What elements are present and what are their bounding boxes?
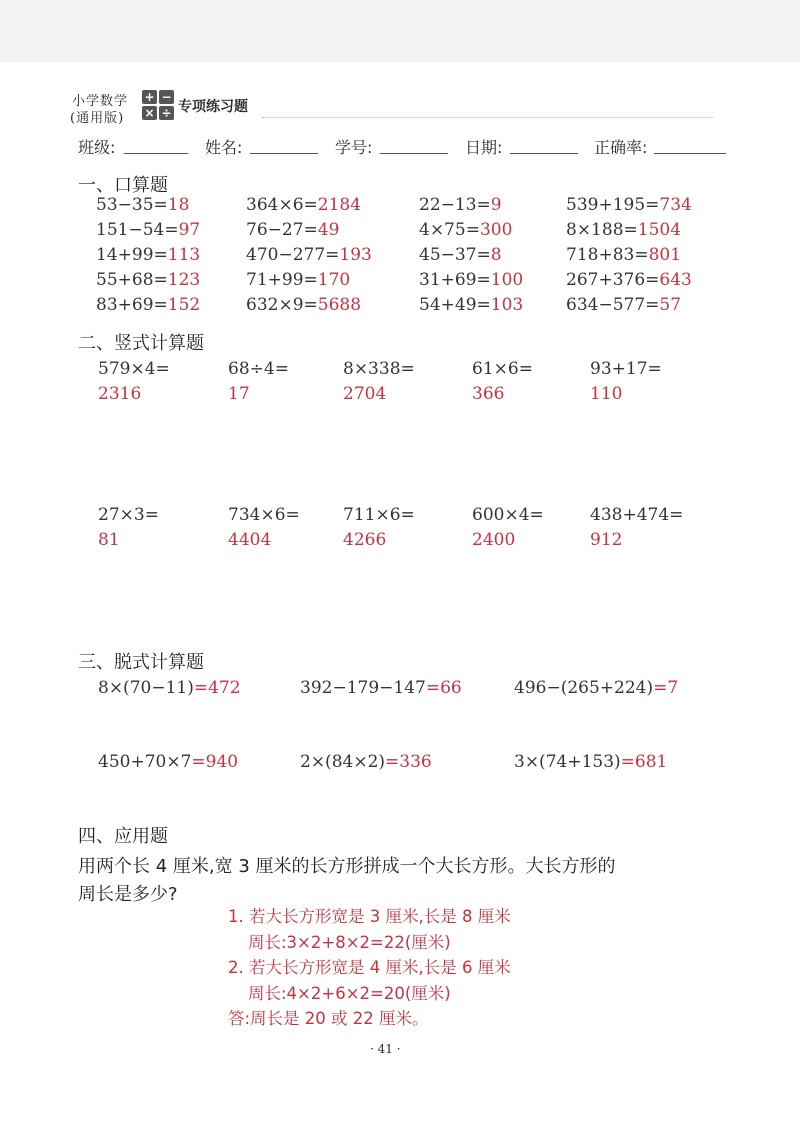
header-divider <box>262 117 714 118</box>
expression: 4×75= <box>419 220 480 240</box>
oral-problem <box>419 245 502 265</box>
answer: =472 <box>193 678 241 698</box>
answer: 643 <box>659 270 692 290</box>
vertical-answer: 110 <box>590 384 623 404</box>
oral-problem <box>419 195 502 215</box>
solution-line: 1. 若大长方形宽是 3 厘米,长是 8 厘米 <box>228 907 511 926</box>
oral-problem <box>96 270 200 290</box>
expression: 2×(84×2) <box>300 752 386 772</box>
expression: 450+70×7 <box>98 752 192 772</box>
class-blank[interactable] <box>124 153 188 154</box>
expression: 8×188= <box>566 220 638 240</box>
solution-answer: 答:周长是 20 或 22 厘米。 <box>228 1009 429 1028</box>
expression: 632×9= <box>246 295 318 315</box>
date-blank[interactable] <box>510 153 578 154</box>
answer: 5688 <box>317 295 362 315</box>
expression: 31+69= <box>419 270 491 290</box>
oral-problem <box>96 220 200 240</box>
scan-top-band <box>0 0 800 62</box>
stepwise-problem <box>514 678 678 698</box>
word-problem-line2: 周长是多少? <box>78 884 178 905</box>
oral-problem <box>246 220 339 240</box>
accuracy-blank[interactable] <box>654 153 726 154</box>
expression: 22−13= <box>419 195 491 215</box>
answer: =681 <box>620 752 668 772</box>
answer: =66 <box>425 678 462 698</box>
expression: 718+83= <box>566 245 649 265</box>
answer: 300 <box>479 220 513 240</box>
answer: 1504 <box>637 220 682 240</box>
section-title-oral: 一、口算题 <box>78 175 168 196</box>
expression: 496−(265+224) <box>514 678 654 698</box>
vertical-problem: 8×338= <box>343 359 415 379</box>
stepwise-problem <box>98 678 241 698</box>
vertical-answer: 2400 <box>472 530 516 550</box>
expression: 45−37= <box>419 245 491 265</box>
answer: 113 <box>167 245 201 265</box>
vertical-answer: 366 <box>472 384 505 404</box>
expression: 83+69= <box>96 295 168 315</box>
student-number-blank[interactable] <box>380 153 448 154</box>
expression: 14+99= <box>96 245 168 265</box>
answer: 123 <box>167 270 201 290</box>
section-title-word: 四、应用题 <box>78 826 168 847</box>
stepwise-problem <box>98 752 238 772</box>
oral-problem <box>566 270 692 290</box>
expression: 76−27= <box>246 220 318 240</box>
vertical-problem: 93+17= <box>590 359 662 379</box>
answer: 103 <box>490 295 524 315</box>
vertical-problem: 734×6= <box>228 505 300 525</box>
word-problem-line1: 用两个长 4 厘米,宽 3 厘米的长方形拼成一个大长方形。大长方形的 <box>78 856 616 877</box>
times-icon: × <box>142 106 157 120</box>
vertical-problem: 600×4= <box>472 505 544 525</box>
oral-problem <box>246 195 361 215</box>
expression: 267+376= <box>566 270 660 290</box>
edition-label: (通用版) <box>70 111 125 126</box>
answer: 57 <box>659 295 682 315</box>
oral-problem <box>566 220 681 240</box>
divide-icon: ÷ <box>159 106 174 120</box>
oral-problem <box>566 245 681 265</box>
answer: 9 <box>490 195 502 215</box>
solution-line: 周长:4×2+6×2=20(厘米) <box>248 984 451 1003</box>
oral-problem <box>566 295 681 315</box>
expression: 55+68= <box>96 270 168 290</box>
expression: 3×(74+153) <box>514 752 621 772</box>
oral-problem <box>96 195 189 215</box>
class-label: 班级: <box>78 138 116 157</box>
stepwise-problem <box>300 678 462 698</box>
vertical-problem: 27×3= <box>98 505 159 525</box>
answer: 8 <box>490 245 502 265</box>
expression: 8×(70−11) <box>98 678 194 698</box>
answer: 2184 <box>317 195 362 215</box>
vertical-problem: 61×6= <box>472 359 533 379</box>
section-title-stepwise: 三、脱式计算题 <box>78 652 204 673</box>
oral-problem <box>419 270 523 290</box>
expression: 392−179−147 <box>300 678 426 698</box>
expression: 54+49= <box>419 295 491 315</box>
operator-logo <box>142 90 176 122</box>
vertical-answer: 4266 <box>343 530 387 550</box>
vertical-answer: 17 <box>228 384 250 404</box>
expression: 71+99= <box>246 270 318 290</box>
section-title-vertical: 二、竖式计算题 <box>78 333 204 354</box>
oral-problem <box>96 295 200 315</box>
book-title: 专项练习题 <box>178 99 248 115</box>
vertical-problem: 579×4= <box>98 359 170 379</box>
accuracy-label: 正确率: <box>594 138 648 157</box>
vertical-problem: 68÷4= <box>228 359 289 379</box>
solution-line: 周长:3×2+8×2=22(厘米) <box>248 933 451 952</box>
oral-problem <box>246 295 361 315</box>
stepwise-problem <box>300 752 432 772</box>
answer: 734 <box>659 195 692 215</box>
expression: 539+195= <box>566 195 660 215</box>
vertical-problem: 711×6= <box>343 505 415 525</box>
vertical-answer: 81 <box>98 530 120 550</box>
answer: 100 <box>490 270 524 290</box>
vertical-answer: 912 <box>590 530 623 550</box>
expression: 53−35= <box>96 195 168 215</box>
answer: =940 <box>191 752 239 772</box>
answer: 18 <box>167 195 190 215</box>
vertical-problem: 438+474= <box>590 505 684 525</box>
vertical-answer: 2704 <box>343 384 387 404</box>
solution-line: 2. 若大长方形宽是 4 厘米,长是 6 厘米 <box>228 958 511 977</box>
oral-problem <box>419 295 523 315</box>
expression: 634−577= <box>566 295 660 315</box>
answer: =7 <box>653 678 679 698</box>
name-blank[interactable] <box>250 153 318 154</box>
oral-problem <box>419 220 512 240</box>
answer: 152 <box>167 295 201 315</box>
series-name: 小学数学 <box>72 94 129 109</box>
answer: =336 <box>385 752 432 772</box>
answer: 801 <box>648 245 682 265</box>
student-number-label: 学号: <box>335 138 373 157</box>
minus-icon: − <box>159 90 174 104</box>
name-label: 姓名: <box>205 138 243 157</box>
oral-problem <box>96 245 200 265</box>
expression: 470−277= <box>246 245 340 265</box>
expression: 151−54= <box>96 220 179 240</box>
vertical-answer: 4404 <box>228 530 272 550</box>
page-number: · 41 · <box>370 1042 401 1056</box>
oral-problem <box>246 270 350 290</box>
answer: 49 <box>317 220 340 240</box>
answer: 193 <box>339 245 372 265</box>
answer: 97 <box>178 220 201 240</box>
date-label: 日期: <box>465 138 503 157</box>
oral-problem <box>246 245 372 265</box>
stepwise-problem <box>514 752 667 772</box>
expression: 364×6= <box>246 195 318 215</box>
answer: 170 <box>317 270 351 290</box>
plus-icon: + <box>142 90 157 104</box>
oral-problem <box>566 195 692 215</box>
vertical-answer: 2316 <box>98 384 142 404</box>
